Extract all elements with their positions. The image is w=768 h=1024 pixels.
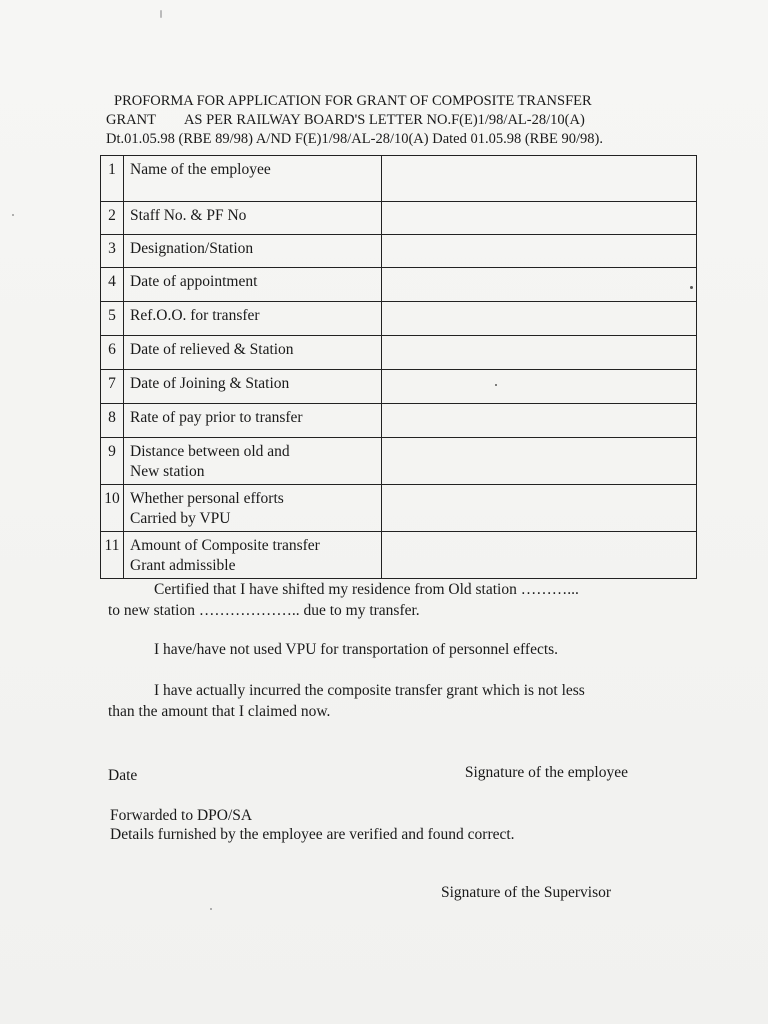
row-value-field[interactable]	[382, 370, 697, 404]
application-table	[100, 155, 697, 579]
row-value-field[interactable]	[382, 268, 697, 302]
table-row	[101, 156, 697, 202]
scan-speck	[210, 908, 212, 910]
row-value-field[interactable]	[382, 485, 697, 532]
row-value-field[interactable]	[382, 532, 697, 579]
row-label: Name of the employee	[124, 156, 382, 202]
row-label: Date of appointment	[124, 268, 382, 302]
date-label: Date	[108, 767, 138, 784]
header-line-1: PROFORMA FOR APPLICATION FOR GRANT OF COMPOSITE TRANSFER	[114, 93, 592, 109]
row-number: 9	[101, 438, 124, 485]
row-label	[124, 532, 382, 579]
row-number: 8	[101, 404, 124, 438]
row-value-field[interactable]	[382, 156, 697, 202]
header-grant: GRANT	[106, 112, 156, 128]
row-label: Staff No. & PF No	[124, 202, 382, 235]
scan-speck	[160, 10, 162, 18]
certificate-line: than the amount that I claimed now.	[108, 703, 331, 720]
row-label	[124, 438, 382, 485]
row-value-field[interactable]	[382, 336, 697, 370]
certificate-line: to new station ……………….. due to my transfer.	[108, 602, 420, 619]
certificate-line: I have/have not used VPU for transportation of personnel effects.	[154, 641, 559, 658]
table-row	[101, 485, 697, 532]
row-number: 3	[101, 235, 124, 268]
row-label-line: Distance between old and	[130, 443, 290, 460]
table-row	[101, 404, 697, 438]
row-label: Date of relieved & Station	[124, 336, 382, 370]
header-letter-no: AS PER RAILWAY BOARD'S LETTER NO.F(E)1/98/AL-28/10(A)	[183, 112, 585, 128]
header-line-3: Dt.01.05.98 (RBE 89/98) A/ND F(E)1/98/AL-28/10(A) Dated 01.05.98 (RBE 90/98).	[106, 131, 603, 147]
row-number: 6	[101, 336, 124, 370]
row-number: 1	[101, 156, 124, 202]
verification-note: Details furnished by the employee are verified and found correct.	[110, 826, 515, 843]
forwarded-to: Forwarded to DPO/SA	[110, 807, 253, 824]
row-number: 10	[101, 485, 124, 532]
table-row	[101, 438, 697, 485]
row-number: 5	[101, 302, 124, 336]
form-header	[106, 92, 666, 149]
row-value-field[interactable]	[382, 438, 697, 485]
table-row	[101, 268, 697, 302]
header-line-2	[106, 111, 666, 130]
row-label: Rate of pay prior to transfer	[124, 404, 382, 438]
row-label-line: New station	[130, 463, 205, 480]
table-row	[101, 202, 697, 235]
row-label: Ref.O.O. for transfer	[124, 302, 382, 336]
row-number: 2	[101, 202, 124, 235]
table-row	[101, 302, 697, 336]
row-label: Designation/Station	[124, 235, 382, 268]
scan-speck	[12, 214, 14, 216]
signature-row	[108, 764, 628, 785]
certificate-paragraph-2	[108, 639, 688, 660]
row-value-field[interactable]	[382, 404, 697, 438]
table-row	[101, 370, 697, 404]
table-row	[101, 235, 697, 268]
table-row	[101, 336, 697, 370]
forwarding-block	[110, 806, 670, 844]
row-label	[124, 485, 382, 532]
row-number: 4	[101, 268, 124, 302]
scan-speck	[495, 384, 497, 386]
row-value-field[interactable]	[382, 302, 697, 336]
supervisor-signature-label: Signature of the Supervisor	[441, 884, 612, 901]
certificate-line: I have actually incurred the composite transfer grant which is not less	[154, 682, 585, 699]
row-number: 11	[101, 532, 124, 579]
row-value-field[interactable]	[382, 235, 697, 268]
row-number: 7	[101, 370, 124, 404]
table-row	[101, 532, 697, 579]
certificate-paragraph-1	[108, 579, 688, 621]
row-label-line: Amount of Composite transfer	[130, 537, 320, 554]
row-label-line: Whether personal efforts	[130, 490, 284, 507]
scan-speck	[690, 286, 693, 289]
certificate-paragraph-3	[108, 680, 688, 722]
row-label-line: Grant admissible	[130, 557, 236, 574]
certificate-line: Certified that I have shifted my residence from Old station ………...	[154, 581, 579, 598]
row-label: Date of Joining & Station	[124, 370, 382, 404]
row-value-field[interactable]	[382, 202, 697, 235]
employee-signature-label: Signature of the employee	[464, 764, 628, 781]
row-label-line: Carried by VPU	[130, 510, 231, 527]
